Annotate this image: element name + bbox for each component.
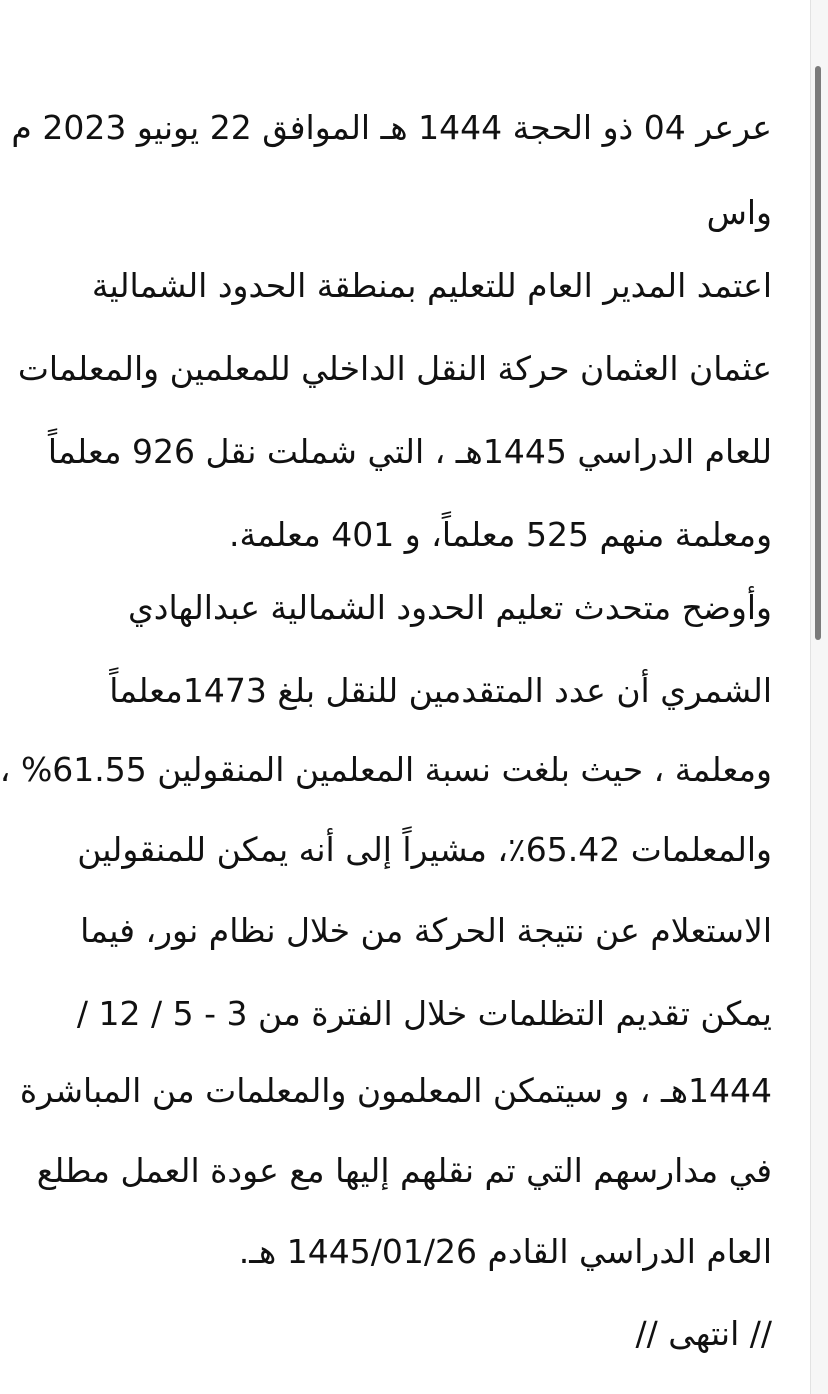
article-line: الشمري أن عدد المتقدمين للنقل بلغ 1473معلماً — [109, 671, 772, 710]
scrollbar-thumb[interactable] — [815, 66, 821, 640]
article-end-marker: // انتهى // — [635, 1314, 772, 1353]
article-line: وأوضح متحدث تعليم الحدود الشمالية عبدالهادي — [127, 588, 772, 627]
scrollbar-track[interactable] — [810, 0, 828, 1394]
article-line: العام الدراسي القادم 1445/01/26 هـ. — [238, 1232, 772, 1271]
article-line: يمكن تقديم التظلمات خلال الفترة من 3 - 5 / 12 / — [76, 994, 772, 1033]
article-line: 1444هـ ، و سيتمكن المعلمون والمعلمات من المباشرة — [19, 1071, 772, 1110]
article-line: عثمان العثمان حركة النقل الداخلي للمعلمين والمعلمات — [17, 349, 772, 388]
article-line: الاستعلام عن نتيجة الحركة من خلال نظام نور، فيما — [80, 911, 772, 950]
article-line: والمعلمات 65.42٪، مشيراً إلى أنه يمكن للمنقولين — [77, 830, 772, 869]
article-line: ومعلمة منهم 525 معلماً، و 401 معلمة. — [228, 515, 772, 554]
article-source: واس — [706, 193, 772, 232]
article-line: اعتمد المدير العام للتعليم بمنطقة الحدود الشمالية — [91, 266, 772, 305]
article-dateline: عرعر 04 ذو الحجة 1444 هـ الموافق 22 يونيو 2023 م — [11, 108, 772, 147]
article-line: ومعلمة ، حيث بلغت نسبة المعلمين المنقولين 61.55% ، — [0, 750, 772, 789]
article-line: للعام الدراسي 1445هـ ، التي شملت نقل 926 معلماً — [47, 432, 772, 471]
article-line: في مدارسهم التي تم نقلهم إليها مع عودة العمل مطلع — [36, 1151, 772, 1190]
